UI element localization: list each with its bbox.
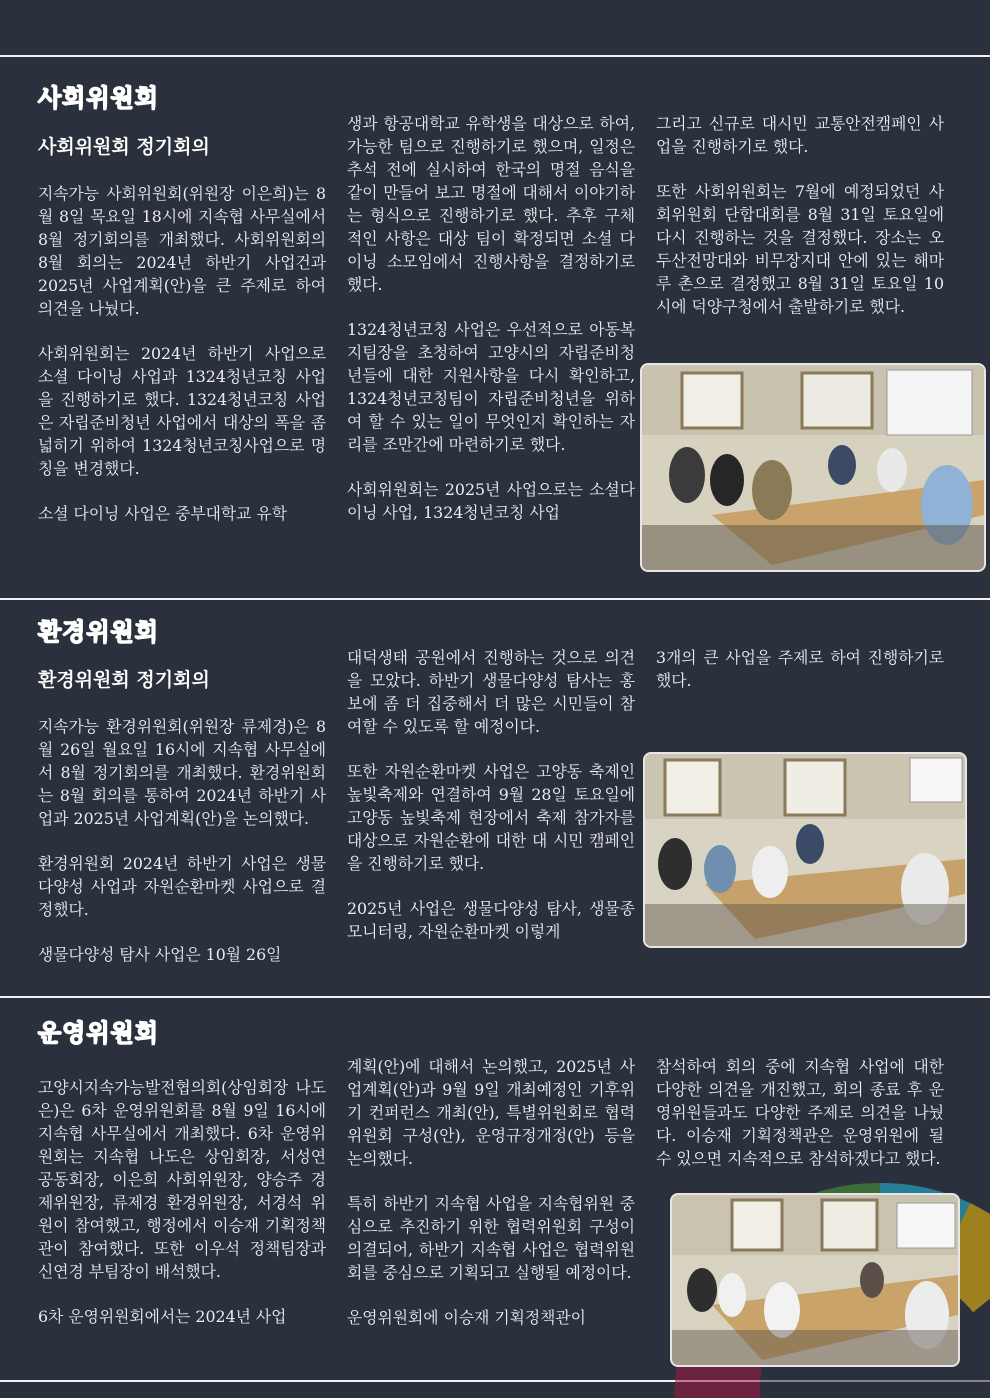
column-1: [38, 1076, 326, 1350]
paragraph: 또한 사회위원회는 7월에 예정되었던 사회위원회 단합대회를 8월 31일 토요일에 다시 진행하는 것을 결정했다. 장소는 오두산전망대와 비무장지대 안에 있는 해마루 촌으로 결정했고 8월 31일 토요일 10시에 덕양구청에서 출발하기로 했다.: [656, 182, 944, 316]
column-3: [656, 646, 944, 714]
paragraph: 그리고 신규로 대시민 교통안전캠페인 사업을 진행하기로 했다.: [656, 114, 944, 156]
paragraph: 1324청년코칭 사업은 우선적으로 아동복지팀장을 초청하여 고양시의 자립준비청년들에 대한 지원사항을 다시 확인하고, 1324청년코칭팀이 자립준비청년을 위하여 할 수 있는 일이 무엇인지 확인하는 자리를 조만간에 마련하기로 했다.: [347, 320, 635, 454]
paragraph: 3개의 큰 사업을 주제로 하여 진행하기로 했다.: [656, 648, 944, 690]
column-2: [347, 1055, 635, 1351]
top-divider: [0, 55, 990, 57]
column-1: [38, 134, 326, 547]
paragraph: 생물다양성 탐사 사업은 10월 26일: [38, 945, 282, 964]
social-committee-meeting-photo: [640, 363, 986, 572]
paragraph: 2025년 사업은 생물다양성 탐사, 생물종 모니터링, 자원순환마켓 이렇게: [347, 899, 635, 941]
paragraph: 대덕생태 공원에서 진행하는 것으로 의견을 모았다. 하반기 생물다양성 탐사는 홍보에 좀 더 집중해서 더 많은 시민들이 참여할 수 있도록 할 예정이다.: [347, 648, 635, 736]
section-title: 환경위원회: [38, 618, 159, 646]
section-divider-1: [0, 598, 990, 600]
column-2: [347, 112, 635, 546]
paragraph: 6차 운영위원회에서는 2024년 사업: [38, 1307, 287, 1326]
paragraph: 참석하여 회의 중에 지속협 사업에 대한 다양한 의견을 개진했고, 회의 종료 후 운영위원들과도 다양한 주제로 의견을 나눴다. 이승재 기획정책관은 운영위원에 될 수 있으면 지속적으로 참석하겠다고 했다.: [656, 1057, 944, 1168]
paragraph: 지속가능 환경위원회(위원장 류제경)은 8월 26일 월요일 16시에 지속협 사무실에서 8월 정기회의를 개최했다. 환경위원회는 8월 회의를 통하여 2024년 하반기 사업과 2025년 사업계획(안)을 논의했다.: [38, 717, 326, 828]
section-title: 운영위원회: [38, 1019, 159, 1047]
section-divider-2: [0, 996, 990, 998]
paragraph: 환경위원회 2024년 하반기 사업은 생물다양성 사업과 자원순환마켓 사업으로 결정했다.: [38, 854, 326, 919]
column-3: [656, 1055, 944, 1192]
article-heading: 사회위원회 정기회의: [38, 136, 210, 158]
section-title: 사회위원회: [38, 84, 159, 112]
paragraph: 특히 하반기 지속협 사업을 지속협위원 중심으로 추진하기 위한 협력위원회 구성이 의결되어, 하반기 지속협 사업은 협력위원회를 중심으로 기획되고 실행될 예정이다.: [347, 1194, 635, 1282]
column-1: [38, 667, 326, 988]
column-3: [656, 112, 944, 340]
paragraph: 계획(안)에 대해서 논의했고, 2025년 사업계획(안)과 9월 9일 개최예정인 기후위기 컨퍼런스 개최(안), 특별위원회로 협력위원회 구성(안), 운영규정개정(안) 등을 논의했다.: [347, 1057, 635, 1168]
paragraph: 또한 자원순환마켓 사업은 고양동 축제인 높빛축제와 연결하여 9월 28일 토요일에 고양동 높빛축제 현장에서 축제 참가자를 대상으로 자원순환에 대한 대 시민 캠페인을 진행하기로 했다.: [347, 762, 635, 873]
paragraph: 생과 항공대학교 유학생을 대상으로 하여, 가능한 팀으로 진행하기로 했으며, 일정은 추석 전에 실시하여 한국의 명절 음식을 같이 만들어 보고 명절에 대해서 이야기하는 형식으로 진행하기로 했다. 추후 구체적인 사항은 대상 팀이 확정되면 소셜 다이닝 소모임에서 진행사항을 결정하기로 했다.: [347, 114, 635, 294]
column-2: [347, 646, 635, 965]
paragraph: 고양시지속가능발전협의회(상임회장 나도은)은 6차 운영위원회를 8월 9일 16시에 지속협 사무실에서 개최했다. 6차 운영위원회는 지속협 나도은 상임회장, 서성연 공동회장, 이은희 사회위원장, 양승주 경제위원장, 류제경 환경위원장, 서경석 위원이 참여했고, 행정에서 이승재 기획정책관이 참여했다. 또한 이우석 정책팀장과 신연경 부팀장이 배석했다.: [38, 1078, 326, 1281]
paragraph: 소셜 다이닝 사업은 중부대학교 유학: [38, 504, 287, 523]
steering-committee-meeting-photo: [670, 1193, 960, 1367]
article-heading: 환경위원회 정기회의: [38, 669, 210, 691]
paragraph: 사회위원회는 2025년 사업으로는 소셜다이닝 사업, 1324청년코칭 사업: [347, 480, 635, 522]
paragraph: 운영위원회에 이승재 기획정책관이: [347, 1308, 586, 1327]
paragraph: 지속가능 사회위원회(위원장 이은희)는 8월 8일 목요일 18시에 지속협 사무실에서 8월 정기회의를 개최했다. 사회위원회의 8월 회의는 2024년 하반기 사업건과 2025년 사업계획(안)을 큰 주제로 하여 의견을 나눴다.: [38, 184, 326, 318]
paragraph: 사회위원회는 2024년 하반기 사업으로 소셜 다이닝 사업과 1324청년코칭 사업을 진행하기로 했다. 1324청년코칭 사업은 자립준비청년 사업에서 대상의 폭을 좀 넓히기 위하여 1324청년코칭사업으로 명칭을 변경했다.: [38, 344, 326, 478]
environment-committee-meeting-photo: [643, 752, 967, 948]
